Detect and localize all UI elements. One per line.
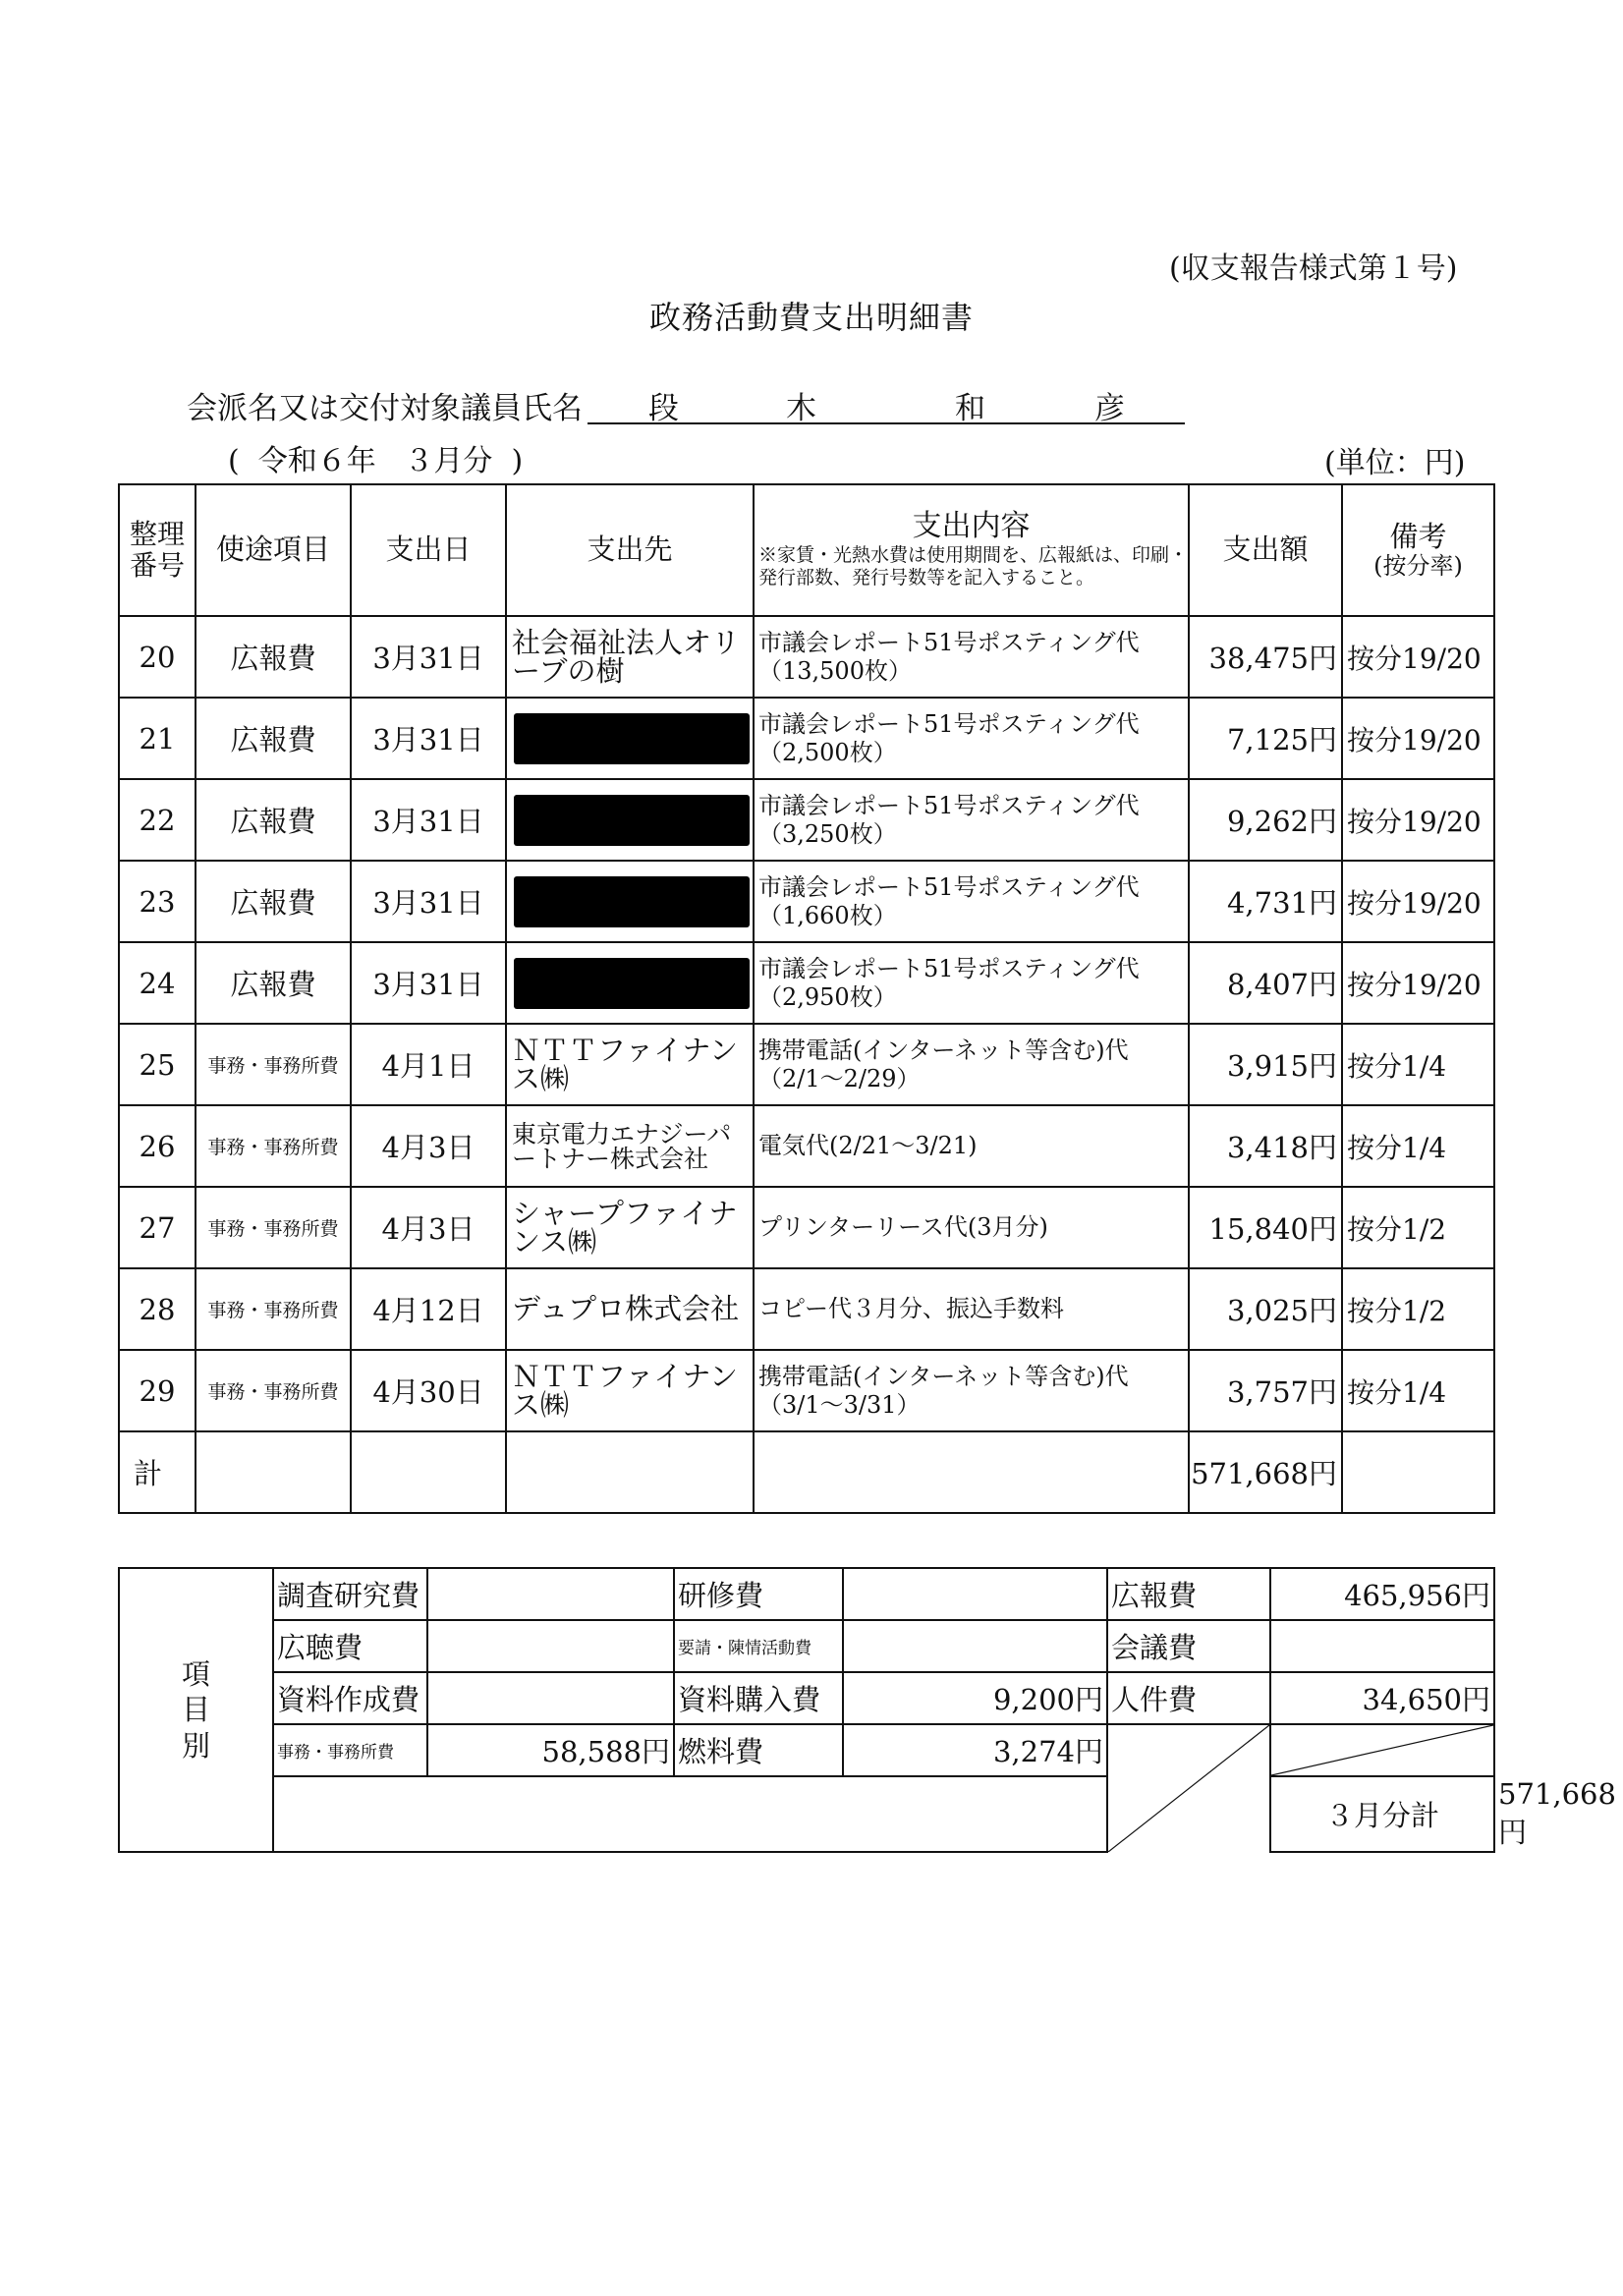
row-purpose: 広報費 <box>196 779 351 861</box>
member-name-char: 彦 <box>1094 391 1125 426</box>
summary-label: 燃料費 <box>674 1724 843 1776</box>
row-purpose: 事務・事務所費 <box>196 1268 351 1350</box>
document-title: 政務活動費支出明細書 <box>648 299 974 336</box>
header-number: 整理番号 <box>119 484 196 616</box>
row-number: 24 <box>119 942 196 1024</box>
member-name-char: 木 <box>786 391 816 426</box>
row-payee <box>506 779 754 861</box>
row-number: 26 <box>119 1105 196 1187</box>
header-note-sub: (按分率) <box>1373 551 1463 580</box>
row-note: 按分19/20 <box>1342 861 1494 942</box>
row-payee <box>506 698 754 779</box>
row-content: 市議会レポート51号ポスティング代 （3,250枚） <box>754 779 1189 861</box>
row-content: 市議会レポート51号ポスティング代 （2,500枚） <box>754 698 1189 779</box>
row-payee: 東京電力エナジーパートナー株式会社 <box>506 1105 754 1187</box>
total-empty-cell <box>754 1431 1189 1513</box>
summary-label: 研修費 <box>674 1568 843 1620</box>
party-or-member-label: 会派名又は交付対象議員氏名 <box>187 391 583 426</box>
row-purpose: 広報費 <box>196 698 351 779</box>
row-date: 4月12日 <box>351 1268 506 1350</box>
summary-label: 会議費 <box>1107 1620 1270 1672</box>
member-name-char: 段 <box>648 391 679 426</box>
summary-blank-cell <box>273 1776 1107 1852</box>
table-total-row <box>119 1431 1494 1513</box>
row-date: 3月31日 <box>351 861 506 942</box>
summary-label: 人件費 <box>1107 1672 1270 1724</box>
row-amount: 3,025円 <box>1189 1268 1342 1350</box>
row-note: 按分1/2 <box>1342 1268 1494 1350</box>
row-note: 按分19/20 <box>1342 942 1494 1024</box>
row-note: 按分1/4 <box>1342 1105 1494 1187</box>
table-row <box>119 1024 1494 1105</box>
summary-value <box>1270 1620 1494 1672</box>
row-purpose: 広報費 <box>196 861 351 942</box>
row-amount: 3,915円 <box>1189 1024 1342 1105</box>
row-purpose: 事務・事務所費 <box>196 1187 351 1268</box>
member-name <box>588 383 1185 424</box>
row-amount: 7,125円 <box>1189 698 1342 779</box>
row-note: 按分1/4 <box>1342 1024 1494 1105</box>
summary-diagonal-cell <box>1107 1724 1270 1852</box>
row-payee: ＮＴＴファイナンス㈱ <box>506 1024 754 1105</box>
total-empty-cell <box>351 1431 506 1513</box>
header-date: 支出日 <box>351 484 506 616</box>
row-date: 4月3日 <box>351 1105 506 1187</box>
row-amount: 15,840円 <box>1189 1187 1342 1268</box>
table-row <box>119 1350 1494 1431</box>
unit-label: (単位：円) <box>1324 446 1466 480</box>
redaction-block <box>514 713 750 764</box>
summary-value: 3,274円 <box>843 1724 1107 1776</box>
summary-value <box>427 1568 674 1620</box>
row-purpose: 事務・事務所費 <box>196 1024 351 1105</box>
row-content: 携帯電話(インターネット等含む)代 （3/1～3/31） <box>754 1350 1189 1431</box>
header-note-title: 備考 <box>1389 519 1447 553</box>
table-row <box>119 1268 1494 1350</box>
row-amount: 8,407円 <box>1189 942 1342 1024</box>
row-purpose: 広報費 <box>196 616 351 698</box>
row-date: 3月31日 <box>351 616 506 698</box>
form-number-label: (収支報告様式第１号) <box>1169 252 1458 286</box>
row-number: 23 <box>119 861 196 942</box>
redaction-block <box>514 876 750 927</box>
expense-detail-table <box>118 483 1495 1514</box>
row-payee: 社会福祉法人オリーブの樹 <box>506 616 754 698</box>
row-number: 29 <box>119 1350 196 1431</box>
table-row <box>119 1187 1494 1268</box>
header-purpose: 使途項目 <box>196 484 351 616</box>
summary-value <box>843 1568 1107 1620</box>
summary-row <box>119 1568 1494 1620</box>
summary-row <box>119 1724 1494 1776</box>
summary-side-text: 項 目 別 <box>181 1657 210 1763</box>
total-amount: 571,668円 <box>1189 1431 1342 1513</box>
row-note: 按分19/20 <box>1342 779 1494 861</box>
diagonal-line <box>1108 1725 1269 1852</box>
summary-label: 広報費 <box>1107 1568 1270 1620</box>
row-purpose: 事務・事務所費 <box>196 1350 351 1431</box>
period-label: ( 令和６年 ３月分 ) <box>228 444 524 478</box>
row-amount: 38,475円 <box>1189 616 1342 698</box>
row-content: 電気代(2/21～3/21) <box>754 1105 1189 1187</box>
row-date: 4月1日 <box>351 1024 506 1105</box>
total-empty-cell <box>196 1431 351 1513</box>
row-note: 按分1/2 <box>1342 1187 1494 1268</box>
row-content: 市議会レポート51号ポスティング代 （13,500枚） <box>754 616 1189 698</box>
member-name-char: 和 <box>955 391 985 426</box>
table-header-row <box>119 484 1494 616</box>
header-note <box>1342 484 1494 616</box>
row-amount: 3,418円 <box>1189 1105 1342 1187</box>
summary-value <box>427 1620 674 1672</box>
row-number: 20 <box>119 616 196 698</box>
row-content: 市議会レポート51号ポスティング代 （1,660枚） <box>754 861 1189 942</box>
header-content-note: ※家賃・光熱水費は使用期間を、広報紙は、印刷・発行部数、発行号数等を記入すること。 <box>758 543 1189 589</box>
row-note: 按分19/20 <box>1342 698 1494 779</box>
row-date: 3月31日 <box>351 942 506 1024</box>
row-number: 22 <box>119 779 196 861</box>
summary-side-label <box>119 1568 273 1852</box>
summary-value: 58,588円 <box>427 1724 674 1776</box>
header-amount: 支出額 <box>1189 484 1342 616</box>
summary-label: 資料購入費 <box>674 1672 843 1724</box>
row-content: 携帯電話(インターネット等含む)代 （2/1～2/29） <box>754 1024 1189 1105</box>
summary-label: 広聴費 <box>273 1620 427 1672</box>
redaction-block <box>514 958 750 1009</box>
row-number: 25 <box>119 1024 196 1105</box>
summary-value: 34,650円 <box>1270 1672 1494 1724</box>
table-row <box>119 616 1494 698</box>
table-row <box>119 942 1494 1024</box>
table-row <box>119 698 1494 779</box>
row-payee <box>506 861 754 942</box>
summary-value: 465,956円 <box>1270 1568 1494 1620</box>
row-payee: ＮＴＴファイナンス㈱ <box>506 1350 754 1431</box>
total-label: 計 <box>119 1431 196 1513</box>
summary-value <box>843 1620 1107 1672</box>
table-row <box>119 1105 1494 1187</box>
row-date: 4月3日 <box>351 1187 506 1268</box>
row-amount: 9,262円 <box>1189 779 1342 861</box>
summary-diagonal-cell <box>1270 1724 1494 1776</box>
table-row <box>119 779 1494 861</box>
row-amount: 4,731円 <box>1189 861 1342 942</box>
total-empty-cell <box>1342 1431 1494 1513</box>
summary-value <box>427 1672 674 1724</box>
summary-label: 調査研究費 <box>273 1568 427 1620</box>
summary-total-row: ３月分計 571,668円 <box>119 1776 1494 1852</box>
row-purpose: 事務・事務所費 <box>196 1105 351 1187</box>
month-total-label: ３月分計 <box>1270 1776 1494 1852</box>
row-note: 按分19/20 <box>1342 616 1494 698</box>
diagonal-line <box>1271 1725 1493 1775</box>
row-date: 3月31日 <box>351 779 506 861</box>
table-row <box>119 861 1494 942</box>
row-content: 市議会レポート51号ポスティング代 （2,950枚） <box>754 942 1189 1024</box>
row-number: 27 <box>119 1187 196 1268</box>
summary-label: 事務・事務所費 <box>273 1724 427 1776</box>
row-number: 21 <box>119 698 196 779</box>
row-content: プリンターリース代(3月分) <box>754 1187 1189 1268</box>
row-purpose: 広報費 <box>196 942 351 1024</box>
summary-row <box>119 1620 1494 1672</box>
row-amount: 3,757円 <box>1189 1350 1342 1431</box>
summary-label: 要請・陳情活動費 <box>674 1620 843 1672</box>
row-payee: デュプロ株式会社 <box>506 1268 754 1350</box>
row-content: コピー代３月分、振込手数料 <box>754 1268 1189 1350</box>
row-payee: シャープファイナンス㈱ <box>506 1187 754 1268</box>
summary-label: 資料作成費 <box>273 1672 427 1724</box>
category-summary-table <box>118 1567 1616 1853</box>
summary-value: 9,200円 <box>843 1672 1107 1724</box>
row-payee <box>506 942 754 1024</box>
header-content <box>754 484 1189 616</box>
redaction-block <box>514 795 750 846</box>
row-date: 3月31日 <box>351 698 506 779</box>
row-date: 4月30日 <box>351 1350 506 1431</box>
row-note: 按分1/4 <box>1342 1350 1494 1431</box>
summary-row <box>119 1672 1494 1724</box>
header-content-title: 支出内容 <box>912 509 1031 543</box>
row-number: 28 <box>119 1268 196 1350</box>
header-payee: 支出先 <box>506 484 754 616</box>
total-empty-cell <box>506 1431 754 1513</box>
